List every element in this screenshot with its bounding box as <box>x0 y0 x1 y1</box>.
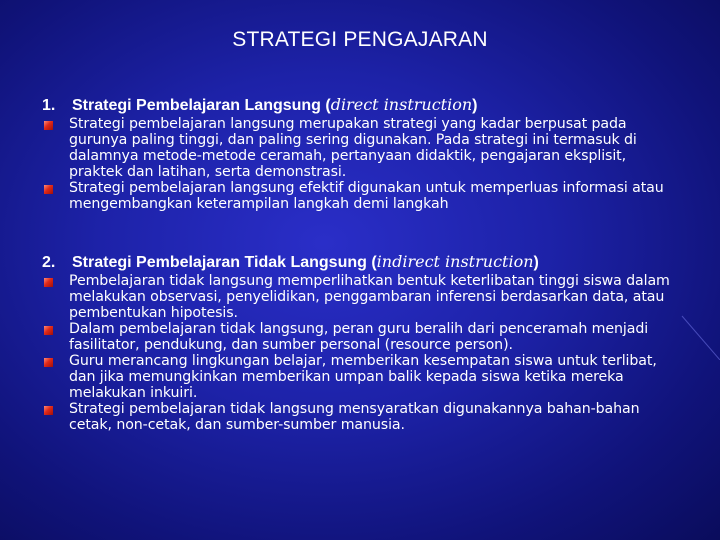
section-indirect-instruction <box>42 252 682 433</box>
bullet-icon <box>44 121 53 130</box>
bullet-icon <box>44 326 53 335</box>
section-number: 1. <box>42 97 56 114</box>
section-number: 2. <box>42 254 56 271</box>
bullet-text: Strategi pembelajaran tidak langsung mensyaratkan digunakannya bahan-bahan cetak, non-cetak, dan sumber-sumber manusia. <box>69 401 640 433</box>
list-item <box>42 401 682 433</box>
list-item <box>42 321 682 353</box>
bullet-text: Strategi pembelajaran langsung merupakan strategi yang kadar berpusat pada gurunya paling tinggi, dan paling sering digunakan. Pada strategi ini termasuk di dalamnya metode-metode ceramah, pertanyaan didaktik, pengajaran eksplisit, praktek dan latihan, serta demonstrasi. <box>69 116 637 180</box>
bullet-list <box>42 273 682 433</box>
section-heading <box>42 95 682 116</box>
bullet-icon <box>44 185 53 194</box>
heading-close: ) <box>472 97 478 114</box>
list-item <box>42 116 682 180</box>
bullet-icon <box>44 278 53 287</box>
heading-text: Strategi Pembelajaran Tidak Langsung ( <box>72 254 377 271</box>
section-heading <box>42 252 682 273</box>
heading-close: ) <box>533 254 539 271</box>
bullet-text: Pembelajaran tidak langsung memperlihatkan bentuk keterlibatan tinggi siswa dalam melakukan observasi, penyelidikan, penggambaran inferensi berdasarkan data, atau pembentukan hipotesis. <box>69 273 670 321</box>
bullet-text: Dalam pembelajaran tidak langsung, peran guru beralih dari penceramah menjadi fasilitator, pendukung, dan sumber personal (resource person). <box>69 321 649 353</box>
section-direct-instruction <box>42 95 682 212</box>
bullet-list <box>42 116 682 212</box>
slide-title: STRATEGI PENGAJARAN <box>232 28 488 51</box>
list-item <box>42 180 682 212</box>
heading-italic: direct instruction <box>330 95 473 114</box>
list-item <box>42 273 682 321</box>
decorative-line <box>680 300 720 360</box>
bullet-icon <box>44 406 53 415</box>
heading-italic: indirect instruction <box>376 252 534 271</box>
bullet-icon <box>44 358 53 367</box>
heading-text: Strategi Pembelajaran Langsung ( <box>72 97 331 114</box>
list-item <box>42 353 682 401</box>
bullet-text: Guru merancang lingkungan belajar, memberikan kesempatan siswa untuk terlibat, dan jika memungkinkan memberikan umpan balik kepada siswa ketika mereka melakukan inkuiri. <box>69 353 657 401</box>
bullet-text: Strategi pembelajaran langsung efektif digunakan untuk memperluas informasi atau mengembangkan keterampilan langkah demi langkah <box>69 180 664 212</box>
